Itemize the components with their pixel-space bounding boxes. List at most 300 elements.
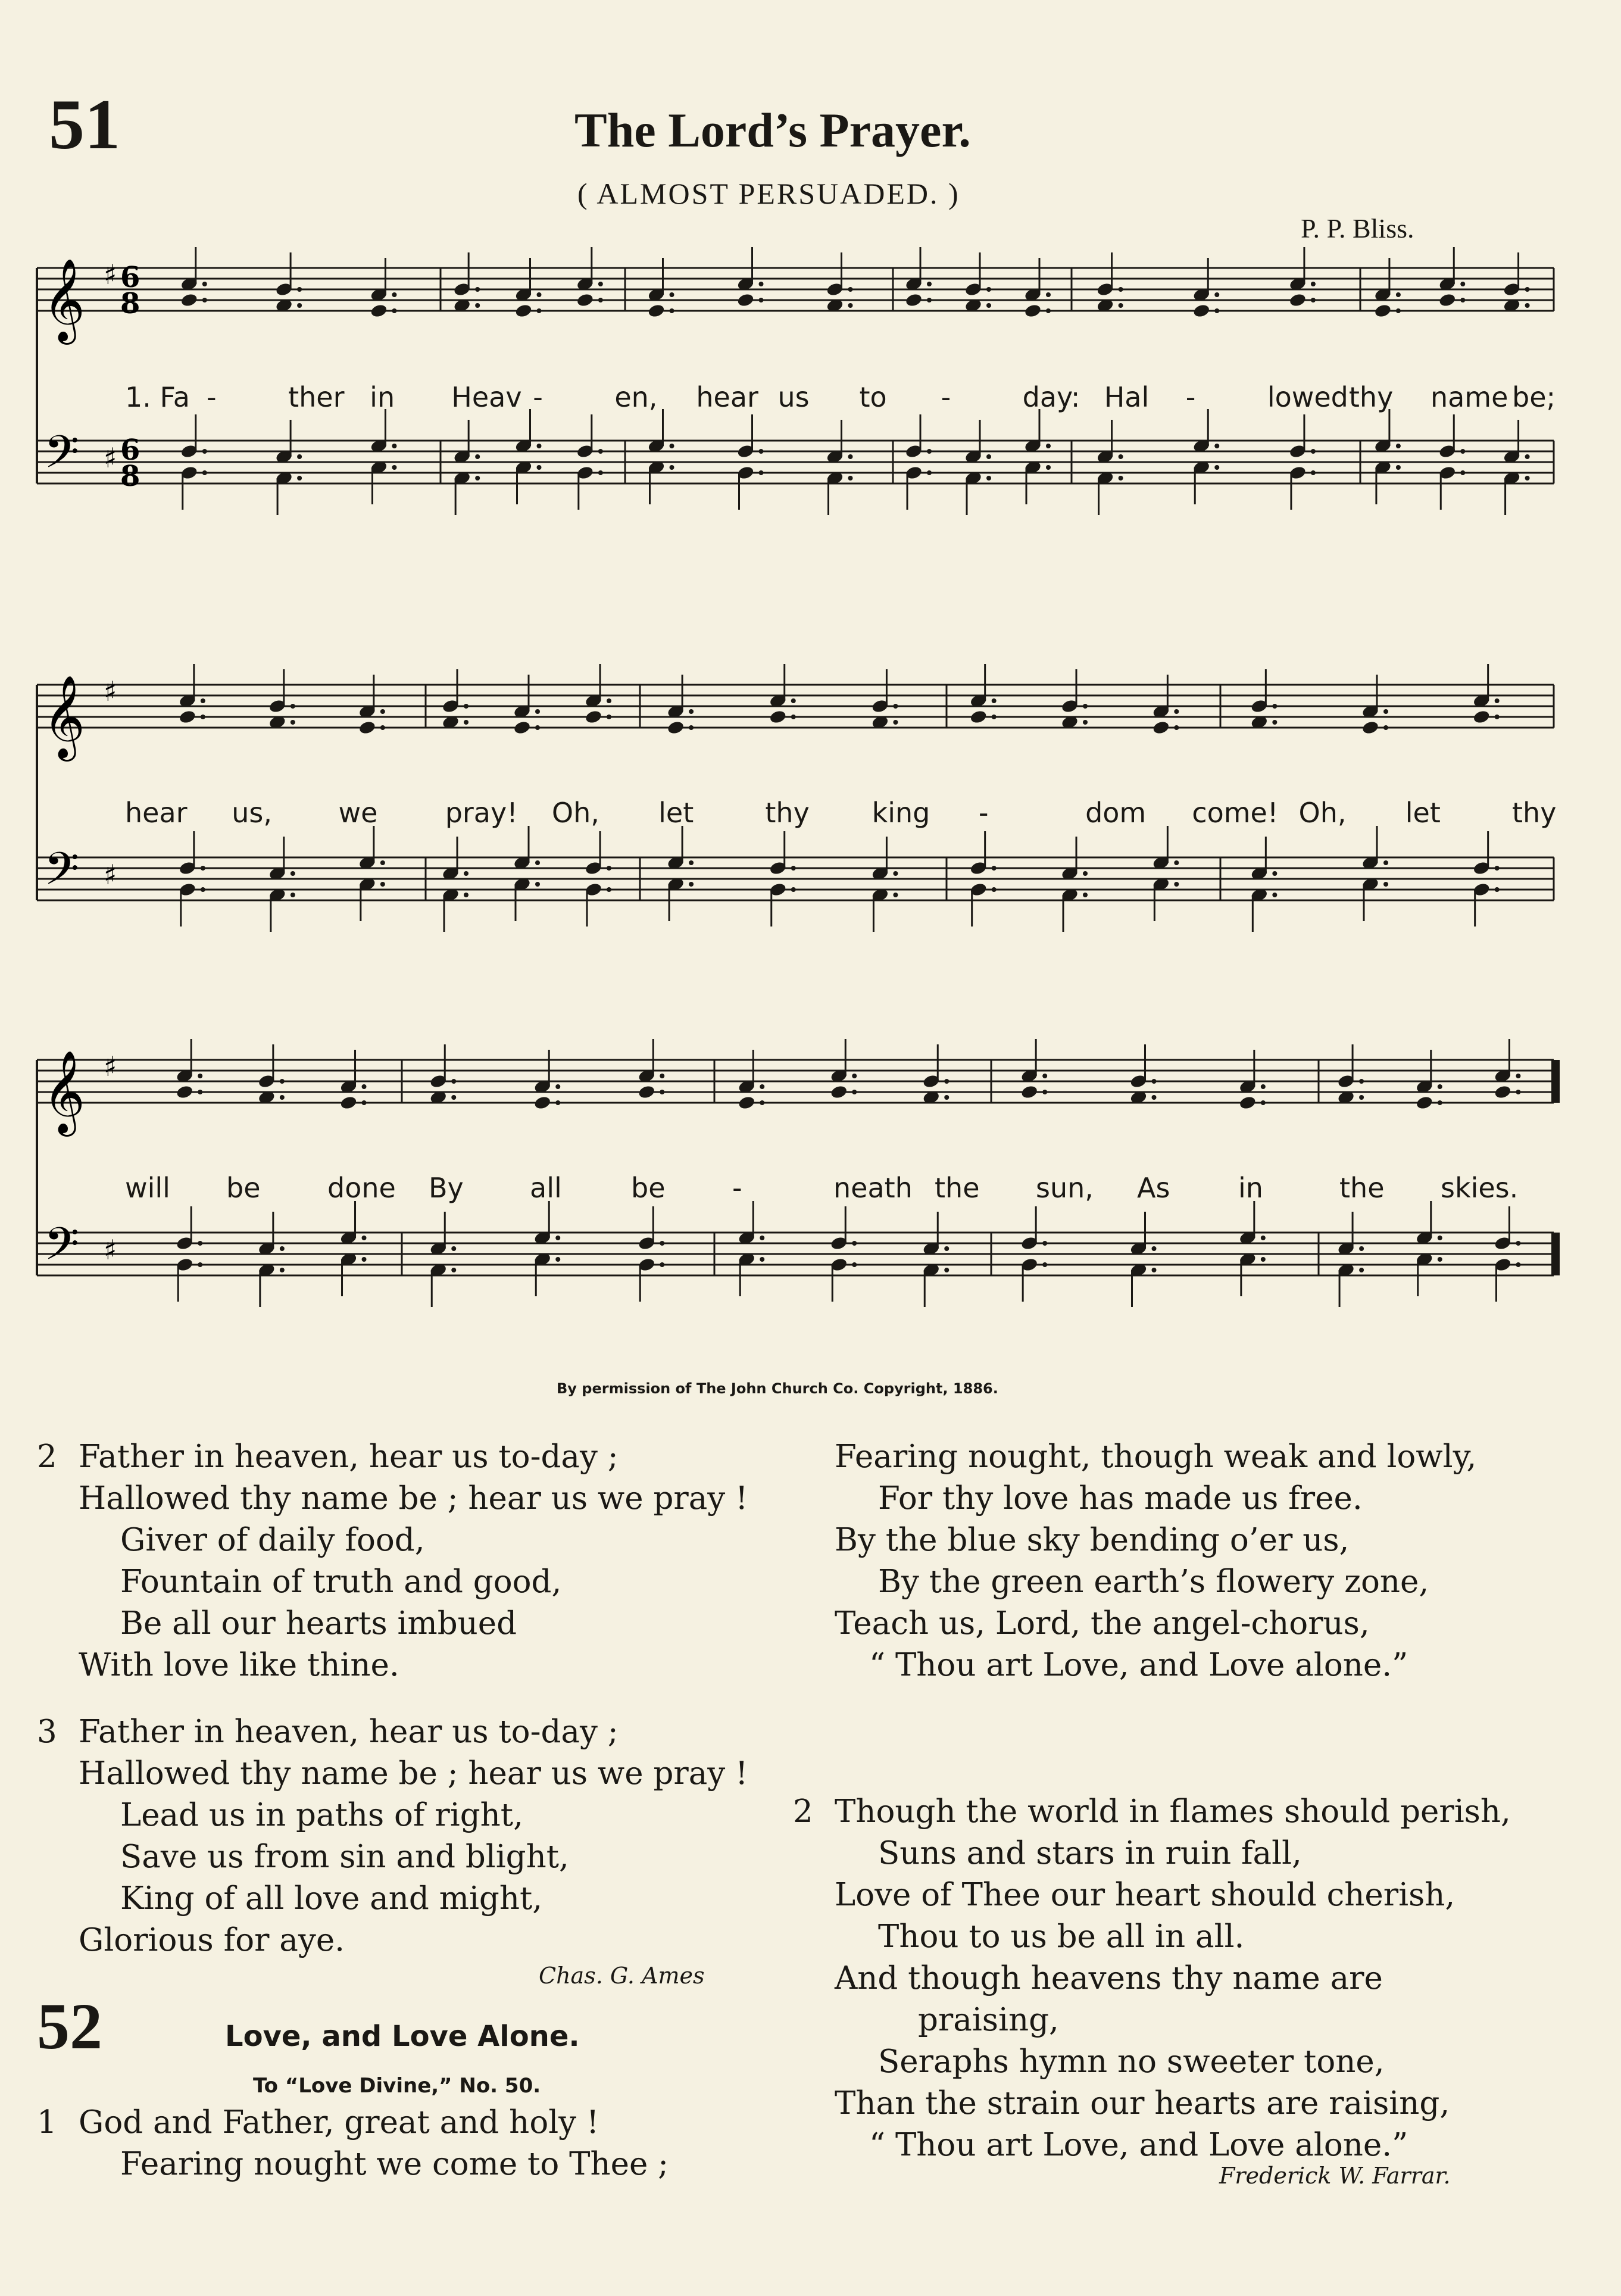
dot [1311, 282, 1316, 286]
dot [760, 1084, 764, 1089]
dot [537, 465, 542, 470]
treble-clef: 𝄞 [43, 675, 85, 758]
verse-line: 1 God and Father, great and holy ! [37, 2104, 599, 2141]
dot [201, 887, 205, 892]
lyric-syllable: - [978, 797, 989, 829]
verse-line: Fearing nought we come to Thee ; [120, 2146, 669, 2182]
dot [791, 698, 796, 703]
lyric-syllable: - [1185, 381, 1196, 413]
dot [598, 298, 603, 302]
dot [535, 709, 540, 714]
dot [689, 725, 694, 730]
dot [451, 1079, 456, 1084]
note-head [180, 292, 198, 308]
note-head [514, 303, 533, 319]
verses-left-column [37, 1436, 748, 1961]
note-head [969, 709, 988, 725]
dot [944, 1268, 949, 1272]
dot [1152, 1246, 1157, 1251]
dot [537, 444, 542, 448]
dot [893, 871, 898, 876]
dot [1042, 1262, 1047, 1267]
dot [362, 1100, 367, 1105]
dot [893, 704, 898, 709]
dot [852, 1074, 857, 1078]
dot [280, 1246, 285, 1251]
dot [297, 476, 302, 481]
dot [1272, 704, 1277, 709]
note-head [1152, 720, 1170, 735]
verse-line: “ Thou art Love, and Love alone.” [869, 2127, 1408, 2163]
dot [198, 1241, 202, 1246]
dot [759, 298, 764, 302]
dot [1311, 449, 1316, 454]
dot [464, 893, 469, 897]
verse-line: By the blue sky bending o’er us, [835, 1522, 1350, 1558]
dot [1311, 470, 1316, 475]
bass-clef: 𝄢 [44, 1218, 80, 1281]
lyric-syllable: en, [614, 381, 658, 413]
note-head [1239, 1095, 1257, 1110]
lyric-syllable: will [125, 1172, 170, 1204]
verse-2 [37, 1436, 748, 1686]
dot [392, 444, 396, 448]
dot [362, 1084, 367, 1089]
lyric-syllable: pray! [445, 797, 518, 829]
dot [1119, 476, 1123, 481]
dot [944, 1246, 949, 1251]
lyric-syllable: let [1405, 797, 1441, 829]
dot [1272, 720, 1277, 725]
note-head [339, 1095, 358, 1110]
dot [944, 1095, 949, 1100]
dot [992, 866, 997, 871]
dot [1460, 298, 1465, 302]
dot [759, 470, 764, 475]
dot [944, 1079, 949, 1084]
lyric-syllable: dom [1085, 797, 1147, 829]
dot [1152, 1079, 1157, 1084]
dot [1383, 709, 1388, 714]
dot [297, 287, 302, 292]
dot [1174, 709, 1179, 714]
dot [760, 1100, 764, 1105]
dot [451, 1095, 456, 1100]
note-head [1361, 720, 1380, 735]
dot [689, 709, 694, 714]
dot [1495, 715, 1500, 719]
lyric-syllable: let [658, 797, 694, 829]
lyric-syllable: lowed [1267, 381, 1348, 413]
dot [1516, 1241, 1520, 1246]
verse-line: 3 Father in heaven, hear us to-day ; [37, 1714, 619, 1750]
lyric-syllable: us, [232, 797, 272, 829]
note-head [1472, 709, 1491, 725]
dot [1525, 476, 1530, 481]
note-head [358, 720, 377, 735]
lyric-syllable: thy [1348, 381, 1394, 413]
dot [1525, 454, 1530, 459]
dot [1261, 1257, 1266, 1262]
lyric-syllable: - [732, 1172, 742, 1204]
dot [1042, 1074, 1047, 1078]
lyric-syllable: thy [765, 797, 810, 829]
dot [848, 476, 853, 481]
hymn-52-verse-2 [793, 1791, 1511, 2166]
dot [670, 292, 674, 297]
verse-line: 2 Though the world in flames should perish, [793, 1793, 1511, 1830]
lyric-syllable: By [429, 1172, 464, 1204]
dot [1495, 698, 1500, 703]
note-head [905, 292, 923, 308]
dot [291, 893, 295, 897]
dot [607, 887, 611, 892]
dot [537, 292, 542, 297]
dot [848, 303, 853, 308]
dot [1174, 860, 1179, 865]
dot [598, 449, 603, 454]
dot [1214, 292, 1219, 297]
time-signature-top: 6 [120, 433, 140, 467]
dot [1046, 444, 1051, 448]
dot [689, 882, 694, 887]
dot [1083, 720, 1088, 725]
lyric-syllable: - [207, 381, 217, 413]
note-head [576, 292, 595, 308]
hymn-52-verse-1 [37, 2102, 669, 2185]
dot [1152, 1268, 1157, 1272]
dot [362, 1236, 367, 1240]
dot [1525, 303, 1530, 308]
dot [1261, 1084, 1266, 1089]
lyric-syllable: the [935, 1172, 980, 1204]
dot [1396, 292, 1401, 297]
time-signature-bottom: 8 [120, 287, 140, 320]
lyric-syllable: neath [833, 1172, 913, 1204]
dot [1083, 871, 1088, 876]
dot [1214, 444, 1219, 448]
dot [852, 1090, 857, 1094]
lyric-syllable: hear [696, 381, 758, 413]
dot [201, 866, 205, 871]
author-credit-52: Frederick W. Farrar. [1219, 2163, 1451, 2189]
dot [202, 449, 207, 454]
note-head [638, 1084, 656, 1100]
hymn-52-title: Love, and Love Alone. [225, 2020, 580, 2053]
dot [927, 449, 932, 454]
dot [555, 1236, 560, 1240]
verse-3 [37, 1711, 748, 1961]
verse-line: With love like thine. [79, 1647, 399, 1683]
dot [1383, 725, 1388, 730]
verse-line: For thy love has made us free. [878, 1480, 1363, 1517]
hymn-number: 51 [49, 85, 120, 164]
time-signature-bottom: 8 [120, 460, 140, 493]
note-head [370, 303, 388, 319]
dot [992, 698, 997, 703]
composer: P. P. Bliss. [1301, 213, 1414, 244]
dot [986, 454, 991, 459]
bass-clef: 𝄢 [44, 843, 80, 906]
dot [607, 698, 611, 703]
dot [555, 1084, 560, 1089]
dot [1359, 1246, 1364, 1251]
lyric-syllable: Oh, [551, 797, 599, 829]
lyric-syllable: ther [288, 381, 345, 413]
dot [380, 882, 385, 887]
dot [759, 449, 764, 454]
note-head [1494, 1084, 1512, 1100]
dot [198, 1262, 202, 1267]
dot [1214, 465, 1219, 470]
dot [362, 1257, 367, 1262]
dot [535, 725, 540, 730]
lyric-syllable: be [631, 1172, 666, 1204]
dot [1046, 308, 1051, 313]
dot [280, 1095, 285, 1100]
dot [1359, 1095, 1364, 1100]
note-head [513, 720, 532, 735]
dot [1119, 287, 1123, 292]
dot [202, 470, 207, 475]
dot [464, 871, 469, 876]
lyric-syllable: done [327, 1172, 396, 1204]
note-head [176, 1084, 194, 1100]
verse-line: Hallowed thy name be ; hear us we pray ! [79, 1755, 748, 1792]
dot [1046, 292, 1051, 297]
dot [1396, 444, 1401, 448]
dot [992, 887, 997, 892]
dot [986, 303, 991, 308]
lyric-syllable: be [226, 1172, 261, 1204]
verse-line: 2 Father in heaven, hear us to-day ; [37, 1439, 619, 1475]
dot [1214, 308, 1219, 313]
lyric-syllable: - [533, 381, 543, 413]
dot [791, 715, 796, 719]
dot [1495, 866, 1500, 871]
note-head [647, 303, 666, 319]
note-head [1438, 292, 1457, 308]
dot [1261, 1236, 1266, 1240]
lyric-syllable: to [859, 381, 887, 413]
dot [1359, 1079, 1364, 1084]
dot [1438, 1100, 1442, 1105]
lyric-syllable: in [1238, 1172, 1263, 1204]
verse-line: Fearing nought, though weak and lowly, [835, 1439, 1477, 1475]
verse-line: praising, [918, 2002, 1059, 2038]
dot [852, 1241, 857, 1246]
lyric-syllable: we [338, 797, 378, 829]
dot [893, 720, 898, 725]
dot [291, 704, 295, 709]
verse-line: Teach us, Lord, the angel-chorus, [835, 1605, 1370, 1642]
dot [607, 866, 611, 871]
dot [670, 444, 674, 448]
dot [660, 1090, 664, 1094]
copyright-notice: By permission of The John Church Co. Copyright, 1886. [557, 1380, 998, 1397]
verse-line: Than the strain our hearts are raising, [835, 2085, 1450, 2122]
dot [291, 720, 295, 725]
dot [1311, 298, 1316, 302]
dot [201, 698, 205, 703]
note-head [1020, 1084, 1039, 1100]
dot [1119, 303, 1123, 308]
dot [598, 282, 603, 286]
note-head [667, 720, 685, 735]
dot [380, 709, 385, 714]
verse-line: By the green earth’s flowery zone, [878, 1564, 1429, 1600]
key-signature-sharp: ♯ [104, 675, 117, 707]
dot [280, 1079, 285, 1084]
note-head [1374, 303, 1392, 319]
dot [1083, 704, 1088, 709]
dot [297, 454, 302, 459]
key-signature-sharp: ♯ [104, 859, 117, 891]
dot [927, 470, 932, 475]
dot [380, 860, 385, 865]
verse-line: Suns and stars in ruin fall, [878, 1835, 1302, 1871]
dot [791, 866, 796, 871]
verse-line: Be all our hearts imbued [120, 1605, 517, 1642]
dot [1261, 1100, 1266, 1105]
lyric-syllable: the [1339, 1172, 1385, 1204]
treble-clef: 𝄞 [43, 258, 85, 341]
dot [760, 1236, 764, 1240]
dot [670, 308, 674, 313]
dot [893, 893, 898, 897]
dot [1460, 449, 1465, 454]
dot [660, 1241, 664, 1246]
verse-line: Seraphs hymn no sweeter tone, [878, 2044, 1385, 2080]
dot [927, 298, 932, 302]
note-head [1415, 1095, 1433, 1110]
author-credit-51: Chas. G. Ames [539, 1963, 705, 1989]
dot [1046, 465, 1051, 470]
time-signature-top: 6 [120, 261, 140, 294]
tune-name: ( ALMOST PERSUADED. ) [577, 177, 960, 210]
dot [380, 725, 385, 730]
dot [1438, 1236, 1442, 1240]
dot [986, 476, 991, 481]
dot [1516, 1074, 1520, 1078]
dot [1438, 1257, 1442, 1262]
dot [598, 470, 603, 475]
dot [759, 282, 764, 286]
dot [464, 720, 469, 725]
hymn-52-number: 52 [37, 1990, 102, 2063]
dot [1174, 725, 1179, 730]
dot [1516, 1090, 1520, 1094]
dot [1438, 1084, 1442, 1089]
lyric-syllable: Heav [451, 381, 522, 413]
dot [555, 1100, 560, 1105]
dot [555, 1257, 560, 1262]
dot [607, 715, 611, 719]
lyric-syllable: Oh, [1298, 797, 1347, 829]
note-head [1024, 303, 1042, 319]
dot [201, 715, 205, 719]
verse-line: Fountain of truth and good, [120, 1564, 562, 1600]
lyric-syllable: thy [1512, 797, 1557, 829]
key-signature-sharp: ♯ [104, 1050, 117, 1083]
dot [1174, 882, 1179, 887]
dot [1272, 871, 1277, 876]
dot [760, 1257, 764, 1262]
dot [689, 860, 694, 865]
key-signature-sharp: ♯ [104, 442, 117, 474]
dot [392, 292, 396, 297]
dot [660, 1074, 664, 1078]
dot [1525, 287, 1530, 292]
note-head [1192, 303, 1211, 319]
dot [392, 308, 396, 313]
note-head [736, 292, 755, 308]
dot [852, 1262, 857, 1267]
dot [291, 871, 295, 876]
verse-line: King of all love and might, [120, 1880, 543, 1917]
dot [1042, 1090, 1047, 1094]
dot [1495, 887, 1500, 892]
dot [535, 860, 540, 865]
lyric-syllable: Hal [1104, 381, 1150, 413]
dot [451, 1246, 456, 1251]
dot [198, 1090, 202, 1094]
dot [297, 303, 302, 308]
verse-line: Thou to us be all in all. [878, 1918, 1245, 1955]
lyric-syllable: name [1430, 381, 1508, 413]
hymn-title: The Lord’s Prayer. [574, 103, 971, 157]
dot [464, 704, 469, 709]
dot [198, 1074, 202, 1078]
lyric-syllable: - [941, 381, 951, 413]
lyric-syllable: As [1137, 1172, 1170, 1204]
dot [280, 1268, 285, 1272]
dot [1396, 308, 1401, 313]
dot [392, 465, 396, 470]
dot [475, 303, 480, 308]
dot [1383, 860, 1388, 865]
lyric-syllable: 1. Fa [125, 381, 190, 413]
lyric-syllable: day: [1022, 381, 1080, 413]
dot [1359, 1268, 1364, 1272]
dot [1042, 1241, 1047, 1246]
verse-line: Glorious for aye. [79, 1922, 345, 1958]
dot [537, 308, 542, 313]
lyric-syllable: us [777, 381, 810, 413]
note-head [738, 1095, 756, 1110]
verse-line: And though heavens thy name are [835, 1960, 1383, 1996]
dot [475, 287, 480, 292]
key-signature-sharp: ♯ [104, 258, 117, 291]
lyric-syllable: sun, [1036, 1172, 1094, 1204]
note-head [585, 709, 603, 725]
note-head [533, 1095, 552, 1110]
note-head [769, 709, 787, 725]
bass-clef: 𝄢 [44, 426, 80, 489]
treble-clef: 𝄞 [43, 1050, 85, 1133]
dot [202, 298, 207, 302]
lyric-syllable: king [872, 797, 930, 829]
verses-right-column [793, 1436, 1476, 1686]
dot [1119, 454, 1123, 459]
note-head [179, 709, 197, 725]
lyric-syllable: all [530, 1172, 562, 1204]
dot [927, 282, 932, 286]
lyric-syllable: be; [1512, 381, 1556, 413]
dot [1396, 465, 1401, 470]
verse-line: Love of Thee our heart should cherish, [835, 1877, 1456, 1913]
dot [535, 882, 540, 887]
